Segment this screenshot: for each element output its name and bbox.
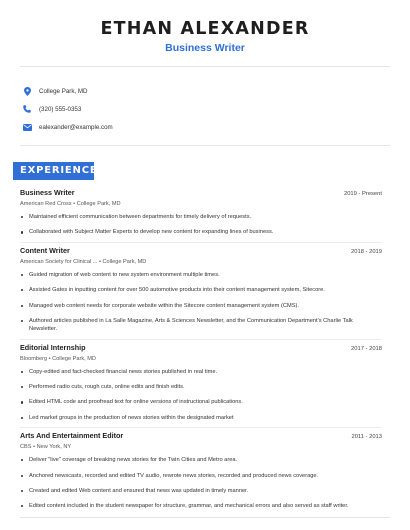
job-location: College Park, MD — [102, 258, 147, 265]
job-title: Content Writer — [20, 245, 70, 255]
contact-phone — [22, 100, 113, 118]
job-entry — [20, 343, 382, 429]
experience-section-heading — [13, 162, 98, 180]
job-bullet: Copy-edited and fact-checked financial news stories published in real time. — [20, 368, 382, 376]
contact-divider — [20, 145, 390, 146]
job-dates: 2019 - Present — [343, 191, 382, 197]
job-employer: American Red Cross • College Park, MD — [20, 201, 121, 207]
contact-location-text: College Park, MD — [39, 87, 88, 95]
resume-header — [0, 0, 410, 55]
job-org: American Red Cross — [20, 201, 72, 207]
job-bullets — [20, 271, 382, 334]
job-title: Editorial Internship — [20, 342, 86, 352]
contact-email-text: ealexander@example.com — [39, 123, 113, 131]
job-title: Arts And Entertainment Editor — [20, 431, 124, 441]
job-bullet: Managed web content needs for corporate website within the Sitecore content management system (CMS). — [20, 302, 382, 310]
job-employer: Bloomberg • College Park, MD — [20, 355, 96, 362]
job-org: American Society for Clinical ... — [20, 258, 98, 265]
job-employer: American Society for Clinical ... • College Park, MD — [20, 258, 147, 265]
location-pin-icon — [22, 86, 32, 96]
job-dates: 2018 - 2019 — [351, 248, 382, 255]
job-dates: 2017 - 2018 — [351, 345, 382, 352]
email-icon — [22, 122, 32, 132]
job-bullet: Led market groups in the production of news stories within the designated market — [20, 414, 382, 422]
job-bullet: Authored articles published in La Salle Magazine, Arts & Sciences Newsletter, and the Communication Department's Charlie Talk Newsletter. — [20, 317, 382, 333]
job-bullet: Edited HTML code and proofread text for online versions of instructional publications. — [20, 398, 382, 406]
job-bullet: Guided migration of web content to new system environment multiple times. — [20, 271, 382, 279]
experience-heading-text: EXPERIENCE — [20, 165, 98, 176]
job-entry — [20, 188, 382, 243]
contact-list — [22, 82, 113, 136]
job-bullets — [20, 213, 382, 237]
job-bullet: Collaborated with Subject Matter Experts to develop new content for expanding lines of business. — [20, 228, 382, 236]
job-location: College Park, MD — [76, 201, 121, 207]
candidate-title: Business Writer — [165, 42, 245, 54]
job-dates: 2011 - 2013 — [351, 434, 382, 441]
job-employer: CBS • New York, NY — [20, 444, 72, 451]
footer-divider — [20, 517, 390, 518]
job-bullet: Deliver "live" coverage of breaking news stories for the Twin Cities and Metro area. — [20, 456, 382, 464]
job-divider — [20, 242, 382, 243]
header-divider — [20, 66, 390, 67]
job-bullet: Performed radio cuts, rough cuts, online edits and finish edits. — [20, 383, 382, 391]
job-entry — [20, 246, 382, 340]
job-location: College Park, MD — [52, 355, 96, 362]
job-bullets — [20, 456, 382, 510]
contact-location — [22, 82, 113, 100]
job-bullet: Assisted Gates in inputting content for over 500 automotive products into their content management system, Sitecore. — [20, 286, 382, 294]
job-divider — [20, 427, 382, 428]
job-bullet: Anchored newscasts, recorded and edited TV audio, rewrote news stories, recorded and produced news coverage. — [20, 472, 382, 480]
candidate-name: ETHAN ALEXANDER — [100, 19, 310, 39]
job-org: Bloomberg — [20, 355, 48, 362]
job-bullet: Created and edited Web content and ensured that news was updated in timely manner. — [20, 487, 382, 495]
job-divider — [20, 339, 382, 340]
phone-icon — [22, 104, 32, 114]
job-bullets — [20, 368, 382, 422]
contact-email — [22, 118, 113, 136]
job-bullet: Maintained efficient communication between departments for timely delivery of requests. — [20, 213, 382, 221]
experience-list — [20, 188, 382, 518]
job-entry — [20, 431, 382, 510]
contact-phone-text: (320) 555-0353 — [39, 105, 82, 113]
job-org: CBS — [20, 444, 32, 451]
job-location: New York, NY — [36, 444, 72, 451]
job-title: Business Writer — [20, 188, 75, 197]
job-bullet: Edited content included in the student newspaper for structure, grammar, and mechanical errors and also served as staff writer. — [20, 502, 382, 510]
